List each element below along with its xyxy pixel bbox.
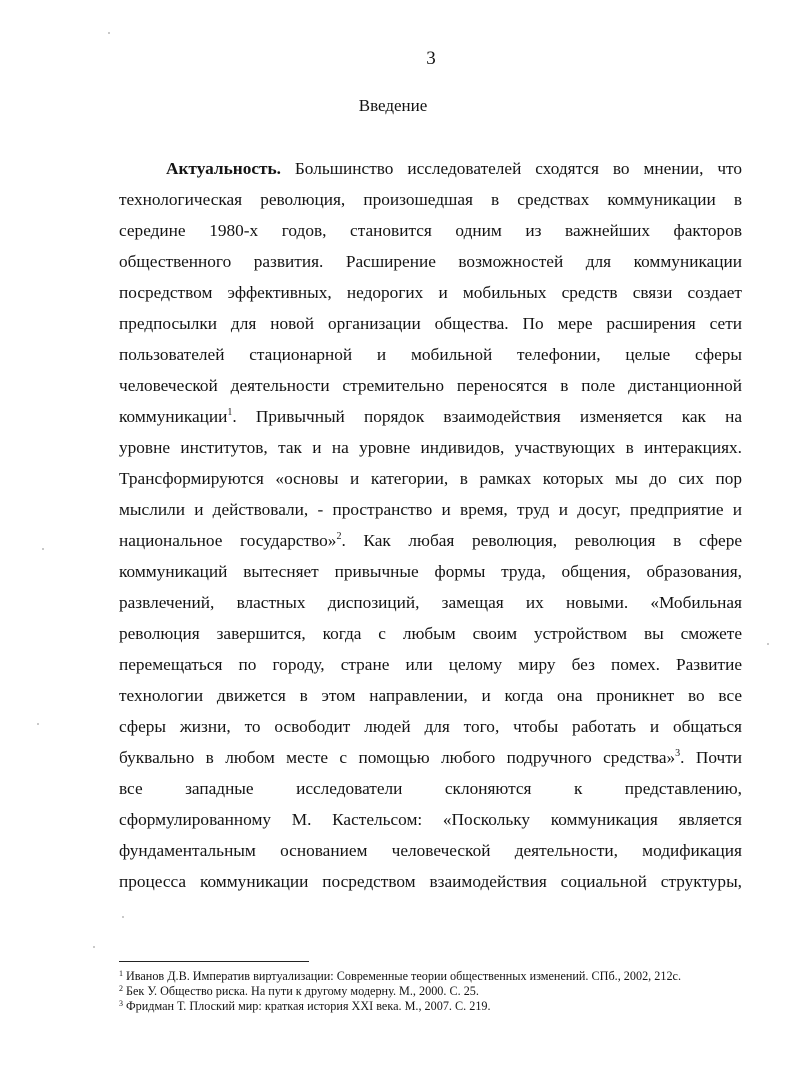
footnote-ref: 2 [336,531,342,542]
text-line: технологическая революция, произошедшая в средствах коммуникации в [119,190,742,209]
text-line: сформулированному М. Кастельсом: «Поскольку коммуникация является [119,810,742,829]
text-line: буквально в любом месте с помощью любого подручного средства»$^3$. Почти [119,748,742,767]
footnote-mark: 1 [119,969,123,978]
footnote-ref: 3 [675,748,681,759]
footnote: $^1$ Иванов Д.В. Императив виртуализации: Современные теории общественных изменений. СПб., 2002, 212с. [119,969,681,983]
text-line: процесса коммуникации посредством взаимодействия социальной структуры, [119,872,742,891]
text-line: фундаментальным основанием человеческой деятельности, модификация [119,841,742,860]
scan-speck [122,916,124,918]
text-line: Актуальность. Большинство исследователей сходятся во мнении, что [166,159,742,178]
text-line: уровне институтов, так и на уровне индивидов, участвующих в интеракциях. [119,438,742,457]
footnote-separator [119,961,309,962]
scan-speck [42,548,44,550]
text-line: коммуникаций вытесняет привычные формы труда, общения, образования, [119,562,742,581]
text-line: развлечений, властных диспозиций, замещая их новыми. «Мобильная [119,593,742,612]
text-line: национальное государство»$^2$. Как любая революция, революция в сфере [119,531,742,550]
scan-speck [93,946,95,948]
footnote-mark: 3 [119,999,123,1008]
footnote-ref: 1 [227,407,233,418]
text-line: Трансформируются «основы и категории, в рамках которых мы до сих пор [119,469,742,488]
text-line: революция завершится, когда с любым своим устройством вы сможете [119,624,742,643]
text-line: пользователей стационарной и мобильной телефонии, целые сферы [119,345,742,364]
text-line: технологии движется в этом направлении, и когда она проникнет во все [119,686,742,705]
text-line: середине 1980-х годов, становится одним из важнейших факторов [119,221,742,240]
section-heading: Введение [358,96,428,115]
footnote: $^3$ Фридман Т. Плоский мир: краткая история XXI века. М., 2007. С. 219. [119,999,491,1013]
text-line: предпосылки для новой организации общества. По мере расширения сети [119,314,742,333]
scan-speck [767,643,769,645]
text-line: человеческой деятельности стремительно переносятся в поле дистанционной [119,376,742,395]
text-line: мыслили и действовали, - пространство и время, труд и досуг, предприятие и [119,500,742,519]
text-line: перемещаться по городу, стране или целому миру без помех. Развитие [119,655,742,674]
footnote: $^2$ Бек У. Общество риска. На пути к другому модерну. М., 2000. С. 25. [119,984,479,998]
text-line: сферы жизни, то освободит людей для того, чтобы работать и общаться [119,717,742,736]
scan-speck [108,32,110,34]
scan-speck [37,723,39,725]
text-line: все западные исследователи склоняются к представлению, [119,779,742,798]
footnote-mark: 2 [119,984,123,993]
text-line: общественного развития. Расширение возможностей для коммуникации [119,252,742,271]
lead-term: Актуальность. [166,159,281,178]
text-line: коммуникации$^1$. Привычный порядок взаимодействия изменяется как на [119,407,742,426]
page-number: 3 [426,48,436,69]
text-line: посредством эффективных, недорогих и мобильных средств связи создает [119,283,742,302]
